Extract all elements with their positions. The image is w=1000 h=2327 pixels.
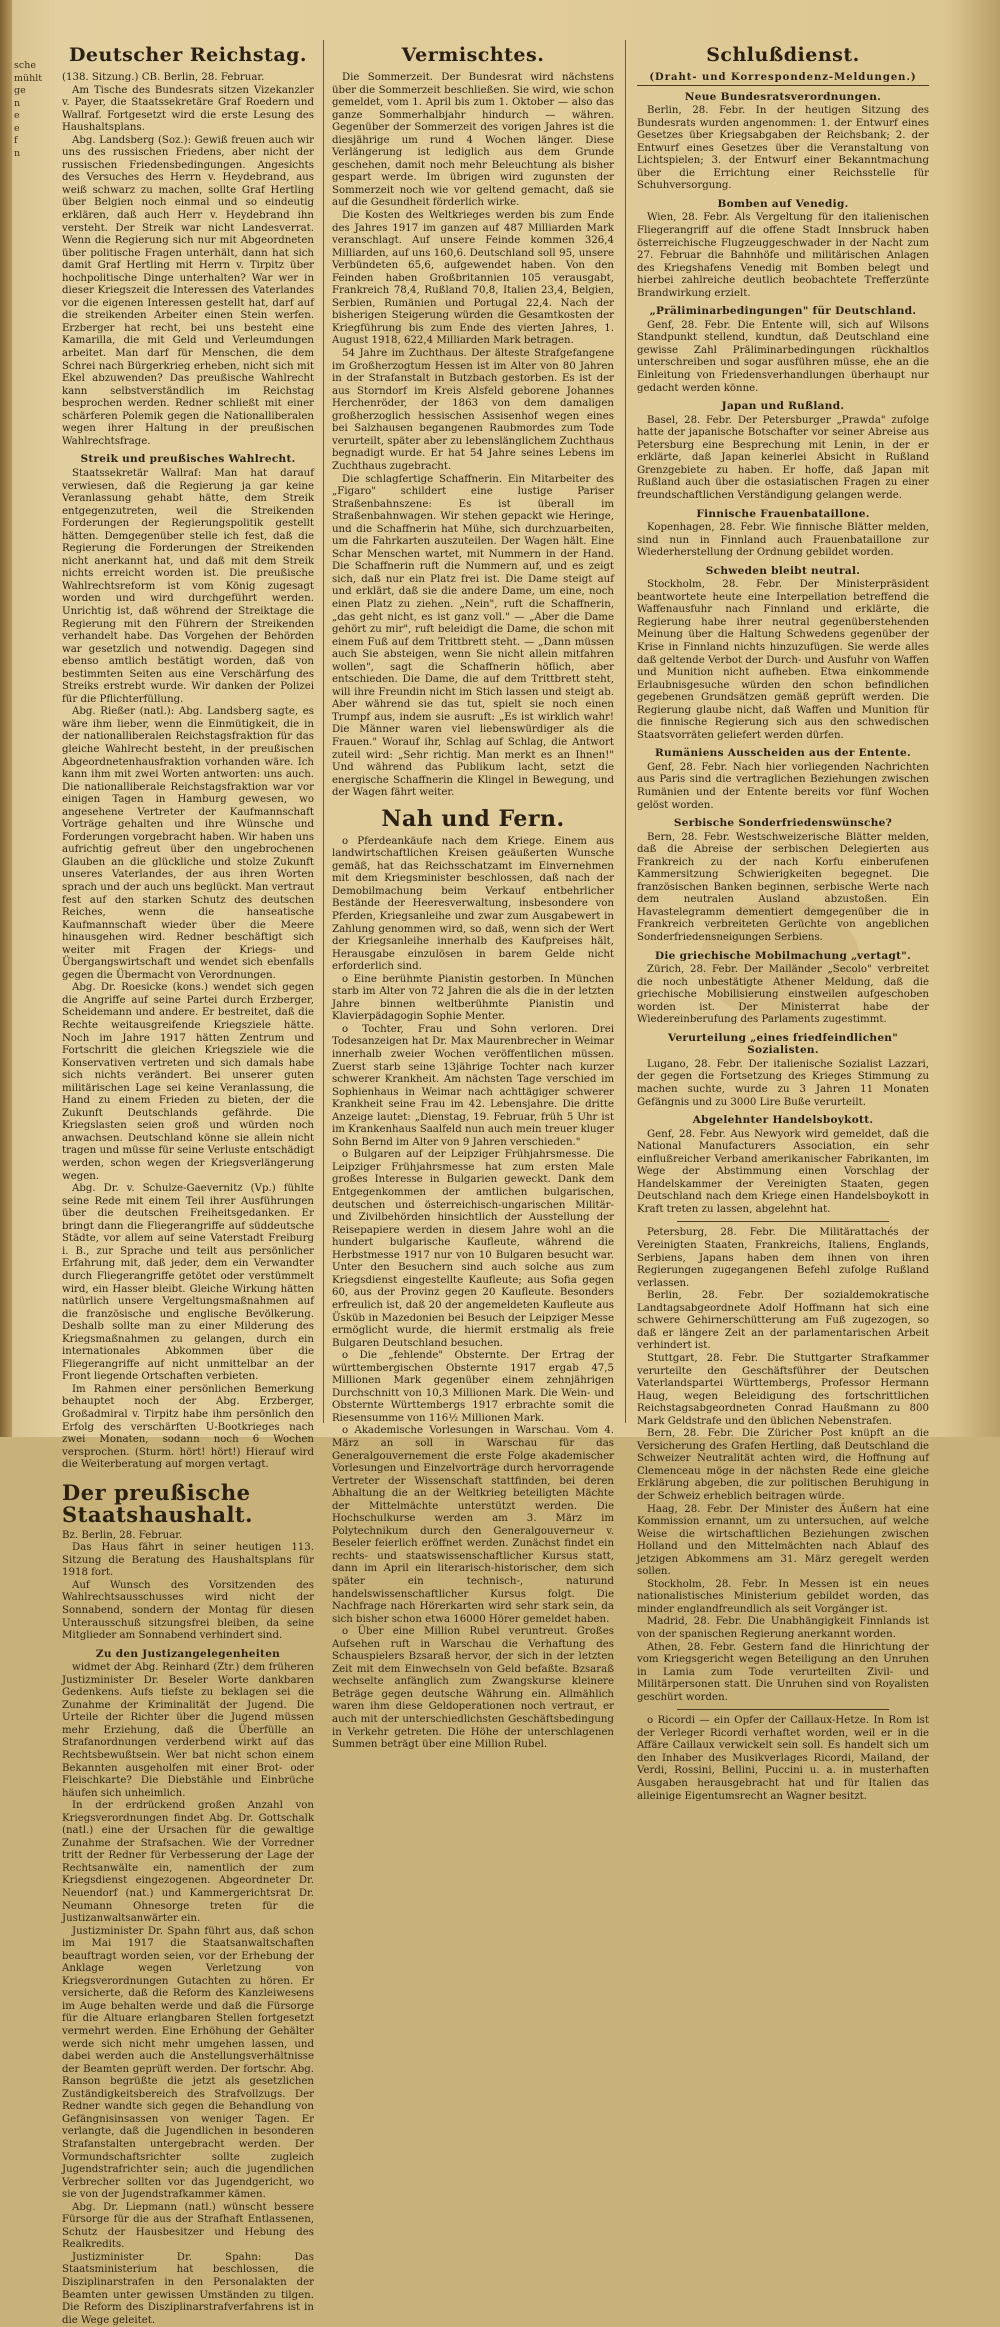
article-paragraph: o Über eine Million Rubel veruntreut. Großes Aufsehen ruft in Warschau die Verhaftung des Schauspielers Bzsaraß hervor, der sich in der letzten Zeit mit dem Einwechseln von Geld befaßte. Bzsaraß wechselte anfänglich zum Zwangskurse kleinere Beträge gegen deutsche Währung ein. Allmählich waren ihm diese Geldoperationen noch vertraut, er auch mit der unterschiedlichsten Geschäftsbedingung in Verkehr getreten. Die Höhe der unterschlagenen Summen beträgt über eine Million Rubel.	[332, 1626, 614, 1751]
section-tagline: (Draht- und Korrespondenz-Meldungen.)	[637, 72, 929, 86]
subheading: Japan und Rußland.	[721, 400, 845, 413]
session-line	[62, 72, 314, 85]
news-item: Genf, 28. Febr. Aus Newyork wird gemeldet, daß die National Manufacturers Association, ein sehr einflußreicher Verband amerikanischer Fabrikanten, im Wege der Abstimmung einen Vorschlag der Handelskammer der Vereinigten Staaten, gegen Deutschland nach dem Kriege einen Handelsboykott in Kraft treten zu lassen, abgelehnt hat.	[637, 1128, 929, 1215]
subheading: Schweden bleibt neutral.	[705, 564, 861, 577]
subheading: Rumäniens Ausscheiden aus der Entente.	[655, 747, 911, 760]
news-item: Kopenhagen, 28. Febr. Wie finnische Blätter melden, sind nun in Finnland auch Frauenbataillone zur Wiederherstellung der Ordnung gebildet worden.	[637, 522, 929, 559]
divider	[677, 1221, 889, 1222]
session-number: (138. Sitzung.)	[62, 72, 139, 83]
article-paragraph: o Akademische Vorlesungen in Warschau. Vom 4. März an soll in Warschau für das Generalgouvernement die erste Folge akademischer Vorlesungen und Einzelvorträge durch hervorragende Vertreter der Wissenschaft stattfinden, bei deren Abhaltung die an der Weltkrieg beteiligten Mächte der Mittelmächte unterstützt werden. Die Hochschulkurse werden am 3. März im Polytechnikum durch den Generalgouverneur v. Beseler feierlich eröffnet werden. Zunächst findet ein rechts- und staatswissenschaftlicher Kursus statt, dann im April ein literarisch-historischer, dem sich später ein technisch-, naturund handelswissenschaftlicher Kursus folgt. Die Nachfrage nach Hörerkarten wird sehr stark sein, da sich bisher schon etwa 16000 Hörer gemeldet haben.	[332, 1425, 614, 1625]
article-paragraph: Justizminister Dr. Spahn: Das Staatsministerium hat beschlossen, die Disziplinarstrafen in den Personalakten der Beamten unter gewissen Umständen zu tilgen. Die Reform des Disziplinarstrafverfahrens ist in die Wege geleitet.	[62, 2251, 314, 2326]
section-heading: Schlußdienst.	[706, 44, 860, 66]
news-item: Zürich, 28. Febr. Der Mailänder „Secolo" verbreitet die noch unbestätigte Athener Meldung, daß die griechische Mobilisierung einstweilen aufgeschoben worden ist. Der Ministerrat habe der Wiedereinberufung des Parlaments zugestimmt.	[637, 964, 929, 1026]
article-paragraph: Abg. Dr. Liepmann (natl.) wünscht bessere Fürsorge für die aus der Strafhaft Entlassenen, Schutz der Hausbesitzer und Hebung des Realkredits.	[62, 2201, 314, 2251]
news-item: Lugano, 28. Febr. Der italienische Sozialist Lazzari, der gegen die Fortsetzung des Krieges Stimmung zu machen suchte, wurde zu 3 Jahren 11 Monaten Gefängnis und zu 3000 Lire Buße verurteilt.	[637, 1058, 929, 1108]
column-schlussdienst	[637, 42, 929, 1802]
section-heading: Deutscher Reichstag.	[68, 44, 308, 66]
dateline: Bz. Berlin, 28. Februar.	[62, 1529, 183, 1541]
article-paragraph: o Die „fehlende" Obsternte. Der Ertrag der württembergischen Obsternte 1917 ergab 47,5 Millionen Mark gegenüber einem zehnjährigen Durchschnitt von 10,3 Millionen Mark. Die Wein- und Obsternte Württembergs 1917 erbrachte somit die Riesensumme von 116½ Millionen Mark.	[332, 1350, 614, 1424]
news-item: Berlin, 28. Febr. Der sozialdemokratische Landtagsabgeordnete Adolf Hoffmann hat sich eine schwere Gehirnerschütterung am Fuß zugezogen, so daß er längere Zeit an der parlamentarischen Arbeit verhindert ist.	[637, 1290, 929, 1352]
column-rule	[625, 40, 626, 1423]
news-item: Stockholm, 28. Febr. Der Ministerpräsident beantwortete heute eine Interpellation betreffend die Waffenausfuhr nach Finnland und erklärte, die Regierung habe ihrer neutral gegenüberstehenden Meinung über die Haltung Schwedens gegenüber der Krise in Finnland nichts hinzuzufügen. Sie werde alles daß geltende Verbot der Durch- und Ausfuhr von Waffen und Munition nicht aufheben. Etwa einkommende Erlaubnisgesuche würden den schon befindlichen gegebenen Grundsätzen gemäß geprüft werden. Die Regierung glaube nicht, daß Waffen und Munition für die finnische Regierung sich aus den schwedischen Staatsvorräten geliefert werden dürfen.	[637, 579, 929, 741]
column-rule	[323, 40, 324, 1423]
fragment-text: mühlt	[14, 72, 43, 84]
article-paragraph: Abg. Dr. Roesicke (kons.) wendet sich gegen die Angriffe auf seine Partei durch Erzberger, Scheidemann und andere. Er bestreitet, daß die Rechte weitausgreifende Kriegsziele hätte. Noch im Jahre 1917 hätten Zentrum und Fortschritt die gleichen Kriegsziele wie die Konservativen vertreten und sich damals habe sich nichts verändert. Bei unserer guten militärischen Lage sei keine Veranlassung, die Hand zu einem Frieden zu bieten, der die Zukunft Deutschlands gefährde. Die Kriegslasten seien groß und würden noch anwachsen. Deutschland könne sie allein nicht tragen und müsse für seine Verluste entschädigt werden, schon wegen der Kriegsverlängerung wegen.	[62, 982, 314, 1182]
column-vermischtes	[332, 42, 614, 1751]
news-item: Bern, 28. Febr. Westschweizerische Blätter melden, daß die Abreise der serbischen Delegierten aus Frankreich zu der nach Korfu einberufenen Kammersitzung Schwierigkeiten begegnet. Die französischen Banken beginnen, serbische Werte nach dem neutralen Ausland abzustoßen. Ein Havastelegramm dementiert demgegenüber die in Frankreich verbreiteten Gerüchte von angeblichen Sonderfriedensneigungen Serbiens.	[637, 831, 929, 943]
subheading: Neue Bundesratsverordnungen.	[684, 90, 882, 103]
subheading: Die griechische Mobilmachung „vertagt".	[654, 949, 912, 962]
article-paragraph: Auf Wunsch des Vorsitzenden des Wahlrechtsausschusses wird nicht der Sonnabend, sondern der Montag für diesen Unterausschuß sitzungsfrei bleiben, da seine Mitglieder am Sonnabend verhindert sind.	[62, 1579, 314, 1642]
article-paragraph: o Pferdeankäufe nach dem Kriege. Einem aus landwirtschaftlichen Kreisen geäußerten Wunsche gemäß, hat das Reichsschatzamt im Einvernehmen mit dem Kriegsminister beschlossen, daß nach der Demobilmachung beim Verkauf entbehrlicher Bestände der Heeresverwaltung, insbesondere von Pferden, Kriegsanleihe und zwar zum Ausgabewert in Zahlung genommen wird, so daß, wenn sich der Wert der Kriegsanleihe innerhalb des Kaufpreises hält, Herausgabe einzulösen in barem Gelde nicht erforderlich sind.	[332, 835, 614, 973]
fragment-text: sche	[14, 60, 36, 71]
article-paragraph: widmet der Abg. Reinhard (Ztr.) dem früheren Justizminister Dr. Beseler Worte dankbaren Gedenkens. Aufs tiefste zu beklagen sei die Zunahme der Kriminalität der Jugend. Die Urteile der Richter über die Jugend müssen mehr Erziehung, daß die Überfülle an Strafanordnungen verderbend wirkt auf das Rechtsbewußtsein. Wer bat nicht schon einem Bekannten ausgeholfen mit einer Brot- oder Fleischkarte? Die Diebstähle und Einbrüche häufen sich unheimlich.	[62, 1662, 314, 1799]
previous-page-fragment	[14, 60, 54, 1417]
subheading: Bomben auf Venedig.	[717, 197, 849, 210]
page-spine	[0, 0, 12, 1437]
article-paragraph: Abg. Landsberg (Soz.): Gewiß freuen auch wir uns des russischen Friedens, aber nicht der russischen Friedensbedingungen. Angesichts des Versuches des Herrn v. Heydebrand, aus weiß schwarz zu machen, sollte Graf Hertling über Belgien noch einmal und so eindeutig erklären, daß auch Herr v. Heydebrand ihn versteht. Der Streik war nicht Landesverrat. Wenn die Regierung sich nur mit Abgeordneten über politische Fragen unterhält, dann hat sich damit Graf Hertling mit Herrn v. Tirpitz über hochpolitische Dinge unterhalten? War wer in dieser Kriegszeit die Interessen des Vaterlandes vor die eigenen Interessen gestellt hat, darf auf die streikenden Arbeiter einen Stein werfen. Erzberger hat recht, bei uns besteht eine Kamarilla, die mit Geld und Verleumdungen arbeitet. Man darf für Menschen, die dem Schrei nach Bürgerkrieg erheben, nicht sich mit Ekel abzuwenden? Das preußische Wahlrecht kann selbstverständlich im Reichstag besprochen werden. Redner schließt mit einer schärferen Polemik gegen die Nationalliberalen wegen ihrer Haltung in der preußischen Wahlrechtsfrage.	[62, 134, 314, 447]
fragment-text: n	[14, 97, 21, 109]
section-heading: Vermischtes.	[401, 44, 545, 66]
news-item: Basel, 28. Febr. Der Petersburger „Prawda" zufolge hatte der japanische Botschafter vor seiner Abreise aus Petersburg eine Besprechung mit Lenin, in der er erklärte, daß Japan keinerlei Absicht in Rußland Grenzgebiete zu haben. Er hoffe, daß Japan mit Rußland auch über die ostasiatischen Fragen zu einer freundschaftlichen Verständigung gelangen werde.	[637, 414, 929, 501]
page-edge-shadow	[942, 0, 1000, 1437]
article-paragraph: Abg. Rießer (natl.): Abg. Landsberg sagte, es wäre ihm lieber, wenn die Einmütigkeit, die in der nationalliberalen Reichstagsfraktion für das gleiche Wahlrecht besteht, in der preußischen Abgeordnetenhausfraktion vorhanden wäre. Ich kann ihm mit zwei Worten antworten: uns auch. Die nationalliberale Reichstagsfraktion war vor einigen Tagen in Hamburg gewesen, wo angesehene Vertreter der Kaufmannschaft Vorträge gehalten und ihre Wünsche und Forderungen vorgebracht haben. Wir haben uns aufrichtig gefreut über den ungebrochenen Glauben an die glückliche und stolze Zukunft unseres Vaterlandes, der aus ihren Worten sprach und der auch uns beglückt. Man vertraut fest auf den starken Schutz des deutschen Reiches, wenn die hanseatische Kaufmannschaft wieder über die Meere hinausgehen wird. Redner beschäftigt sich weiter mit Fragen der Kriegs- und Übergangswirtschaft und wendet sich ebenfalls gegen die Übermacht von Verordnungen.	[62, 706, 314, 981]
news-item: Genf, 28. Febr. Die Entente will, sich auf Wilsons Standpunkt stellend, kundtun, daß Deutschland eine gewisse Zahl Präliminarbedingungen rückhaltlos unterschreiben und sogar ausführen müsse, ehe an die Einleitung von Friedensverhandlungen überhaupt nur gedacht werden könne.	[637, 319, 929, 394]
article-paragraph: o Eine berühmte Pianistin gestorben. In München starb im Alter von 72 Jahren die als die in der letzten Jahre binnen weltberühmte Pianistin und Klavierpädagogin Sophie Menter.	[332, 973, 614, 1023]
news-item: Bern, 28. Febr. Die Züricher Post knüpft an die Versicherung des Grafen Hertling, daß Deutschland die Schweizer Neutralität achten wird, die Hoffnung auf Clemenceau möge in der nächsten Rede eine gleiche Erklärung abgeben, die zur politischen Beruhigung in der Schweiz erheblich beitragen würde.	[637, 1428, 929, 1502]
news-item: o Ricordi — ein Opfer der Caillaux-Hetze. In Rom ist der Verleger Ricordi verhaftet worden, weil er in die Affäre Caillaux verwickelt sein soll. Es handelt sich um den Inhaber des Musikverlages Ricordi, Mailand, der Verdi, Rossini, Bellini, Puccini u. a. in musterhaften Ausgaben herausgebracht hat und für Italien das alleinige Eigentumsrecht an Wagner besitzt.	[637, 1715, 929, 1802]
section-heading: Der preußische Staatshaushalt.	[62, 1479, 253, 1527]
column-reichstag	[62, 42, 314, 2326]
article-paragraph: Im Rahmen einer persönlichen Bemerkung behauptet noch der Abg. Erzberger, Großadmiral v. Tirpitz habe ihm persönlich den Erfolg des verschärften U-Bootkrieges nach zwei Monaten, sodann noch 6 Wochen versprochen. (Sturm. hört! hört!) Hierauf wird die Weiterberatung auf morgen vertagt.	[62, 1383, 314, 1471]
subheading: Verurteilung „eines friedfeindlichen" Sozialisten.	[667, 1031, 899, 1057]
article-paragraph: 54 Jahre im Zuchthaus. Der älteste Strafgefangene im Großherzogtum Hessen ist im Alter von 80 Jahren in der Strafanstalt in Butzbach gestorben. Es ist der aus Storndorf im Kreis Alsfeld geborene Johannes Herchenröder, der 1863 von dem damaligen großherzoglich hessischen Assisenhof wegen eines bei Salzhausen begangenen Raubmordes zum Tode verurteilt, später aber zu lebenslänglichem Zuchthaus begnadigt wurde. Er hat 54 Jahre seines Lebens im Zuchthaus zugebracht.	[332, 348, 614, 472]
news-item: Berlin, 28. Febr. In der heutigen Sitzung des Bundesrats wurden angenommen: 1. der Entwurf eines Gesetzes über Kriegsabgaben der Reichsbank; 2. der Entwurf eines Gesetzes über die Veranstaltung von Lichtspielen; 3. der Entwurf einer Bekanntmachung über die Errichtung einer Reichsstelle für Schuhversorgung.	[637, 105, 929, 192]
subheading: „Präliminarbedingungen" für Deutschland.	[649, 305, 917, 318]
dateline: CB. Berlin, 28. Februar.	[141, 72, 265, 83]
fragment-text: ge	[14, 85, 26, 96]
article-paragraph: Am Tische des Bundesrats sitzen Vizekanzler v. Payer, die Staatssekretäre Graf Roedern und Wallraf. Fortgesetzt wird die erste Lesung des Haushaltsplans.	[62, 84, 314, 134]
fragment-text: f	[14, 135, 18, 146]
section-heading: Nah und Fern.	[381, 805, 565, 832]
article-paragraph: o Bulgaren auf der Leipziger Frühjahrsmesse. Die Leipziger Frühjahrsmesse hat zum ersten Male großes Interesse in Bulgarien geweckt. Dank dem Entgegenkommen der amtlichen bulgarischen, deutschen und österreichisch-ungarischen Militär- und Zivilbehörden hinsichtlich der Ausstellung der Reisepapiere werden in diesem Jahre wohl an die hundert bulgarische Kaufleute, während die Herbstmesse 1917 nur von 10 Bulgaren besucht war. Unter den Besuchern sind auch solche aus zum Kriegsdienst eingestellte Kaufleute; aus Sofia gegen 60, aus der Provinz gegen 20 Kaufleute. Besonders erfreulich ist, daß 20 der angemeldeten Kaufleute aus Üsküb in Mazedonien bei Besuch der Leipziger Messe ermöglicht wurde, die hiermit erstmalig als freie Bulgaren Deutschland besuchen.	[332, 1149, 614, 1349]
article-paragraph: Die Kosten des Weltkrieges werden bis zum Ende des Jahres 1917 im ganzen auf 487 Milliarden Mark veranschlagt. Auf unsere Feinde kommen 326,4 Milliarden, auf uns 160,6. Deutschland soll 95, unsere Verbündeten 65,6, aufgewendet haben. Von den Feinden haben Großbritannien 105 verausgabt, Frankreich 78,4, Rußland 70,8, Italien 23,4, Belgien, Serbien, Rumänien und Portugal 22,4. Nach der bisherigen Steigerung würden die Gesamtkosten der Kriegführung bis zum Ende des vierten Jahres, 1. August 1918, 622,4 Milliarden Mark betragen.	[332, 210, 614, 347]
article-paragraph: Staatssekretär Wallraf: Man hat darauf verwiesen, daß die Regierung ja gar keine Veranlassung gehabt hätte, dem Streik entgegenzutreten, weil die Streikenden Forderungen der Regierungspolitik gestellt hätten. Demgegenüber stelle ich fest, daß die Regierung die Forderungen der Streikenden nicht anerkannt hat, und daß mit dem Streik nichts erreicht worden ist. Die preußische Wahlrechtsreform ist vom König zugesagt worden und wird durchgeführt werden. Unrichtig ist, daß wöhrend der Streiktage die Regierung mit den Führern der Streikenden verhandelt habe. Das Vorgehen der Behörden war gesetzlich und notwendig. Dagegen sind ebenso amtlich bestätigt worden, daß von bestimmten Seiten aus eine Verschärfung des Streiks erstrebt wurde. Wir danken der Polizei für die Pflichterfüllung.	[62, 467, 314, 705]
news-item: Stockholm, 28. Febr. In Messen ist ein neues nationalistisches Ministerium gebildet worden, das minder englandfreundlich als seit Vorgänger ist.	[637, 1578, 929, 1615]
article-paragraph: Das Haus fährt in seiner heutigen 113. Sitzung die Beratung des Haushaltsplans für 1918 fort.	[62, 1542, 314, 1579]
article-paragraph: o Tochter, Frau und Sohn verloren. Drei Todesanzeigen hat Dr. Max Maurenbrecher in Weimar innerhalb zweier Wochen veröffentlichen müssen. Zuerst starb seine 13jährige Tochter nach kurzer schwerer Krankheit. Am nächsten Tage verschied im Sophienhaus in Weimar nach achttägiger schwerer Krankheit seine Frau im 42. Lebensjahre. Die dritte Anzeige lautet: „Dienstag, 19. Februar, früh 5 Uhr ist im Krankenhaus Saalfeld nun auch mein treuer kluger Sohn Bernd im Alter von 9 Jahren verschieden."	[332, 1023, 614, 1148]
news-item: Wien, 28. Febr. Als Vergeltung für den italienischen Fliegerangriff auf die offene Stadt Innsbruck haben österreichische Flugzeuggeschwader in der Nacht zum 27. Februar die Bahnhöfe und militärischen Anlagen des Kriegshafens Venedig mit Bomben belegt und hierbei zahlreiche deutlich beobachtete Trefferzünte Brandwirkung erzielt.	[637, 212, 929, 299]
fragment-text: e	[14, 122, 20, 134]
news-item: Genf, 28. Febr. Nach hier vorliegenden Nachrichten aus Paris sind die vertraglichen Beziehungen zwischen Rumänien und der Entente bereits vor fünf Wochen gelöst worden.	[637, 761, 929, 811]
article-paragraph: Die schlagfertige Schaffnerin. Ein Mitarbeiter des „Figaro" schildert eine lustige Pariser Straßenbahnszene: Es ist überall im Straßenbahnwagen. Wir stehen gepackt wie Heringe, und die Schaffnerin hat Mühe, sich durchzuarbeiten, um die Fahrkarten auszuteilen. Der Wagen hält. Eine Schar Menschen wartet, mit Nummern in der Hand. Die Schaffnerin ruft die Nummern auf, und es zeigt sich, daß nur ein Platz frei ist. Die Dame steigt auf und erklärt, daß sie die andere Dame, um eine, noch einen Platz zu ziehen. „Nein", ruft die Schaffnerin, „das geht nicht, es ist ganz voll." — „Aber die Dame gehört zu mir", ruft beleidigt die Dame, die schon mit einem Fuß auf dem Trittbrett steht. — „Dann müssen auch Sie absteigen, wenn Sie nicht allein mitfahren wollen", sagt die Schaffnerin höflich, aber entschieden. Die Dame, die auf dem Trittbrett steht, will ihre Freundin nicht im Stich lassen und steigt ab. Aber während sie das tut, spielt sie noch einen Trumpf aus, indem sie ausruft: „Es ist wirklich wahr! Die Männer waren viel liebenswürdiger als die Frauen." Worauf ihr, Schlag auf Schlag, die Antwort zuteil wird: „Sehr richtig. Man merkt es an Ihnen!" Und während das Publikum lacht, setzt die energische Schaffnerin die Klingel in Bewegung, und der Wagen fährt weiter.	[332, 473, 614, 799]
news-item: Petersburg, 28. Febr. Die Militärattachés der Vereinigten Staaten, Frankreichs, Italiens, Englands, Serbiens, Japans haben dem ihnen von ihren Regierungen zugegangenen Befehl zufolge Rußland verlassen.	[637, 1227, 929, 1289]
fragment-text: n	[14, 147, 21, 159]
subheading: Serbische Sonderfriedenswünsche?	[673, 817, 893, 830]
article-paragraph: In der erdrückend großen Anzahl von Kriegsverordnungen findet Abg. Dr. Gottschalk (natl.) eine der Ursachen für die gewaltige Zunahme der Strafsachen. Wie der Vorredner tritt der Redner für Verbesserung der Lage der Rechtsanwälte ein, namentlich der zum Kriegsdienst eingezogenen. Abgeordneter Dr. Neuendorf (nat.) und Kammergerichtsrat Dr. Neumann Ohnesorge treten für die Justizanwaltsanwärter ein.	[62, 1800, 314, 1925]
news-item: Stuttgart, 28. Febr. Die Stuttgarter Strafkammer verurteilte den Geschäftsführer der Deutschen Vaterlandspartei Württembergs, Professor Hermann Haug, wegen Beleidigung des fortschrittlichen Reichstagsabgeordneten Conrad Haußmann zu 800 Mark Geldstrafe und den üblichen Nebenstrafen.	[637, 1352, 929, 1427]
fragment-text: e	[14, 110, 20, 121]
news-item: Athen, 28. Febr. Gestern fand die Hinrichtung der vom Kriegsgericht wegen Beteiligung an den Unruhen in Lamia zum Tode verurteilten Zivil- und Militärpersonen statt. Die Unruhen sind von Royalisten geschürt worden.	[637, 1641, 929, 1703]
article-paragraph: Justizminister Dr. Spahn führt aus, daß schon im Mai 1917 die Staatsanwaltschaften beauftragt worden seien, vor der Erhebung der Anklage wegen Verletzung von Kriegsverordnungen Gutachten zu hören. Er versicherte, daß die Reform des Kanzleiwesens im Auge behalten werde und daß die Fürsorge für die Altuare erlangbaren Stellen fortgesetzt vermehrt werden. Eine Erhöhung der Gehälter werde sich nicht mehr umgehen lassen, und dabei werden auch die Anstellungsverhältnisse der Beamten geprüft werden. Der fortschr. Abg. Ranson begrüßte die jetzt als gesetzlichen Zuständigkeitsbereich des Strafvollzugs. Der Redner wandte sich gegen die Behandlung von Gefängnisinsassen von weniger Tagen. Er verlangte, daß die Jugendlichen in besonderen Strafanstalten untergebracht werden. Der Vormundschaftsrichter sollte zugleich Jugendstrafrichter sein; auch die jugendlichen Verbrecher sollten vor das Jugendgericht, wo sie von der Jugendstrafkammer kämen.	[62, 1925, 314, 2201]
article-paragraph: Die Sommerzeit. Der Bundesrat wird nächstens über die Sommerzeit beschließen. Sie wird, wie schon gemeldet, vom 1. April bis zum 1. Oktober — also das ganze Sommerhalbjahr hindurch — währen. Gegenüber der Sommerzeit des vorigen Jahres ist die diesjährige um rund 4 Wochen länger. Diese Verlängerung ist lediglich aus dem Grunde geschehen, damit noch mehr Beleuchtung als bisher gespart werde. Im übrigen wird zugunsten der Sommerzeit noch wie vor geltend gemacht, daß sie auf die Gesundheit förderlich wirke.	[332, 72, 614, 209]
subheading: Abgelehnter Handelsboykott.	[692, 1114, 874, 1127]
subheading: Streik und preußisches Wahlrecht.	[80, 453, 296, 466]
divider	[677, 1709, 889, 1710]
subheading: Zu den Justizangelegenheiten	[95, 1647, 281, 1660]
news-item: Haag, 28. Febr. Der Minister des Äußern hat eine Kommission ernannt, um zu untersuchen, auf welche Weise die wirtschaftlichen Beziehungen zwischen Holland und den Mittelmächten nach Ablauf des jetzigen Abkommens am 31. März geregelt werden sollen.	[637, 1503, 929, 1578]
news-item: Madrid, 28. Febr. Die Unabhängigkeit Finnlands ist von der spanischen Regierung anerkannt worden.	[637, 1616, 929, 1640]
article-paragraph: Abg. Dr. v. Schulze-Gaevernitz (Vp.) fühlte seine Rede mit einem Teil ihrer Ausführungen über die deutschen Freiheitsgedanken. Er bringt dann die Fliegerangriffe auf süddeutsche Städte, vor allem auf seine Vaterstadt Freiburg i. B., zur Sprache und teilt aus persönlicher Erfahrung mit, daß jeder, dem ein Verwandter durch Fliegerangriffe getötet oder verstümmelt wird, ein Hasser bleibt. Gleiche Wirkung hätten natürlich unsere Vergeltungsmaßnahmen auf die französische und englische Bevölkerung. Deshalb sollte man zu einer Milderung des Kriegsmaßnahmen zu gelangen, durch ein internationales Abkommen über die Fliegerangriffe auf nicht unmittelbar an der Front liegende Ortschaften verbieten.	[62, 1183, 314, 1383]
subheading: Finnische Frauenbataillone.	[696, 507, 870, 520]
